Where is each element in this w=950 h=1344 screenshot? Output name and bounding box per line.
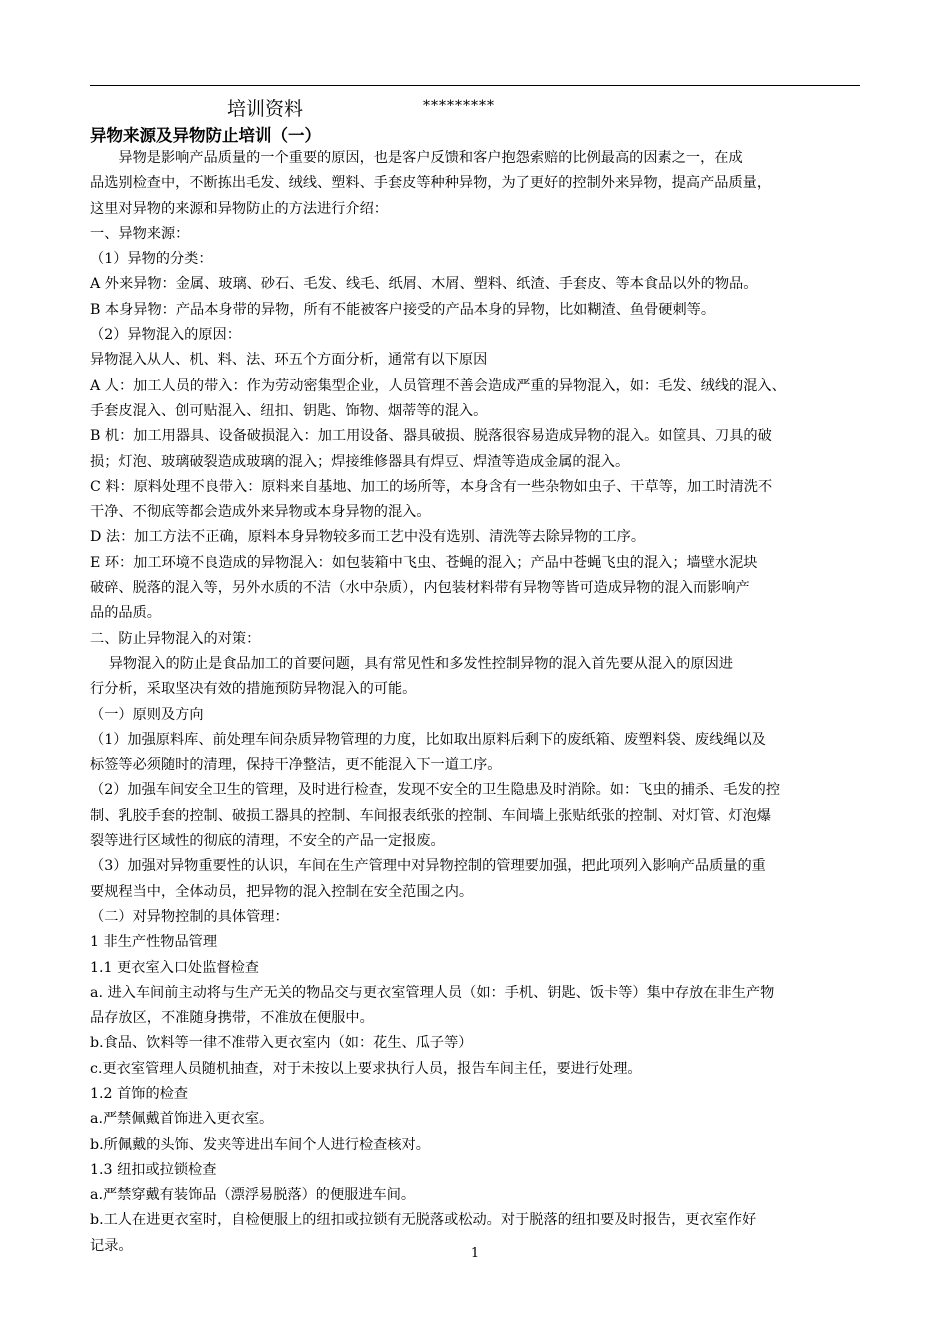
text-line: 标签等必须随时的清理，保持干净整洁，更不能混入下一道工序。 xyxy=(90,757,502,774)
text-line: 干净、不彻底等都会造成外来异物或本身异物的混入。 xyxy=(90,504,431,521)
text-line: 品存放区，不准随身携带，不准放在便服中。 xyxy=(90,1010,374,1027)
text-line: C 料：原料处理不良带入：原料来自基地、加工的场所等，本身含有一些杂物如虫子、干草等，加工时清洗不 xyxy=(90,478,773,495)
text-line: 制、乳胶手套的控制、破损工器具的控制、车间报表纸张的控制、车间墙上张贴纸张的控制、对灯管、灯泡爆 xyxy=(90,807,772,824)
text-line: 异物是影响产品质量的一个重要的原因，也是客户反馈和客户抱怨索赔的比例最高的因素之一，在成 xyxy=(90,150,743,166)
text-line: a.严禁佩戴首饰进入更衣室。 xyxy=(90,1111,274,1128)
document-body xyxy=(90,146,868,1259)
text-line: D 法：加工方法不正确，原料本身异物较多而工艺中没有选别、清洗等去除异物的工序。 xyxy=(90,529,646,546)
text-line: 行分析，采取坚决有效的措施预防异物混入的可能。 xyxy=(90,681,417,698)
text-line: 要规程当中，全体动员，把异物的混入控制在安全范围之内。 xyxy=(90,883,474,900)
text-line: c.更衣室管理人员随机抽查，对于未按以上要求执行人员，报告车间主任，要进行处理。 xyxy=(90,1060,642,1077)
text-line: 破碎、脱落的混入等，另外水质的不洁（水中杂质），内包装材料带有异物等皆可造成异物的混入而影响产 xyxy=(90,580,750,597)
text-line: B 机：加工用器具、设备破损混入：加工用设备、器具破损、脱落很容易造成异物的混入。如筐具、刀具的破 xyxy=(90,428,772,445)
subsection-heading: （1）异物的分类： xyxy=(90,251,213,268)
text-line: A 外来异物：金属、玻璃、砂石、毛发、线毛、纸屑、木屑、塑料、纸渣、手套皮、等本食品以外的物品。 xyxy=(90,276,758,293)
header-rule xyxy=(90,85,860,86)
subsection-heading: 1.3 纽扣或拉锁检查 xyxy=(90,1161,217,1178)
text-line: b.食品、饮料等一律不准带入更衣室内（如：花生、瓜子等） xyxy=(90,1035,473,1052)
text-line: 异物混入从人、机、料、法、环五个方面分析，通常有以下原因 xyxy=(90,352,488,369)
text-line: （2）加强车间安全卫生的管理，及时进行检查，发现不安全的卫生隐患及时消除。如：飞虫的捕杀、毛发的控 xyxy=(90,782,781,799)
subsection-heading: （一）原则及方向 xyxy=(90,706,204,723)
text-line: E 环：加工环境不良造成的异物混入：如包装箱中飞虫、苍蝇的混入；产品中苍蝇飞虫的混入；墙壁水泥块 xyxy=(90,554,758,571)
header-title: 培训资料 xyxy=(227,98,304,120)
document-title: 异物来源及异物防止培训（一） xyxy=(90,126,321,145)
header-stars: ********* xyxy=(423,98,495,114)
text-line: a.严禁穿戴有装饰品（漂浮易脱落）的便服进车间。 xyxy=(90,1187,416,1204)
page-header xyxy=(90,94,860,122)
subsection-heading: 1.1 更衣室入口处监督检查 xyxy=(90,959,259,976)
text-line: 异物混入的防止是食品加工的首要问题，具有常见性和多发性控制异物的混入首先要从混入的原因进 xyxy=(90,655,733,672)
subsection-heading: 1 非生产性物品管理 xyxy=(90,934,218,951)
text-line: b.工人在进更衣室时，自检便服上的纽扣或拉锁有无脱落或松动。对于脱落的纽扣要及时报告，更衣室作好 xyxy=(90,1212,757,1229)
section-heading: 一、异物来源： xyxy=(90,225,190,242)
page-number: 1 xyxy=(470,1246,480,1261)
text-line: A 人：加工人员的带入：作为劳动密集型企业，人员管理不善会造成严重的异物混入，如：毛发、绒线的混入、 xyxy=(90,377,786,394)
text-line: 品选别检查中，不断拣出毛发、绒线、塑料、手套皮等种种异物，为了更好的控制外来异物，提高产品质量， xyxy=(90,175,772,192)
text-line: 损；灯泡、玻璃破裂造成玻璃的混入；焊接维修器具有焊豆、焊渣等造成金属的混入。 xyxy=(90,453,630,470)
text-line: 手套皮混入、创可贴混入、纽扣、钥匙、饰物、烟蒂等的混入。 xyxy=(90,402,488,419)
text-line: 记录。 xyxy=(90,1237,133,1254)
subsection-heading: 1.2 首饰的检查 xyxy=(90,1085,189,1102)
text-line: 这里对异物的来源和异物防止的方法进行介绍： xyxy=(90,200,388,217)
section-heading: 二、防止异物混入的对策： xyxy=(90,630,261,647)
text-line: 品的品质。 xyxy=(90,605,161,622)
text-line: a. 进入车间前主动将与生产无关的物品交与更衣室管理人员（如：手机、钥匙、饭卡等）集中存放在非生产物 xyxy=(90,984,775,1001)
text-line: b.所佩戴的头饰、发夹等进出车间个人进行检查核对。 xyxy=(90,1136,430,1153)
text-line: 裂等进行区域性的彻底的清理，不安全的产品一定报废。 xyxy=(90,833,445,850)
text-line: （3）加强对异物重要性的认识，车间在生产管理中对异物控制的管理要加强，把此项列入影响产品质量的重 xyxy=(90,858,766,875)
text-line: （1）加强原料库、前处理车间杂质异物管理的力度，比如取出原料后剩下的废纸箱、废塑料袋、废线绳以及 xyxy=(90,731,766,748)
subsection-heading: （2）异物混入的原因： xyxy=(90,327,241,344)
text-line: B 本身异物：产品本身带的异物，所有不能被客户接受的产品本身的异物，比如糊渣、鱼骨硬刺等。 xyxy=(90,301,716,318)
subsection-heading: （二）对异物控制的具体管理： xyxy=(90,908,289,925)
